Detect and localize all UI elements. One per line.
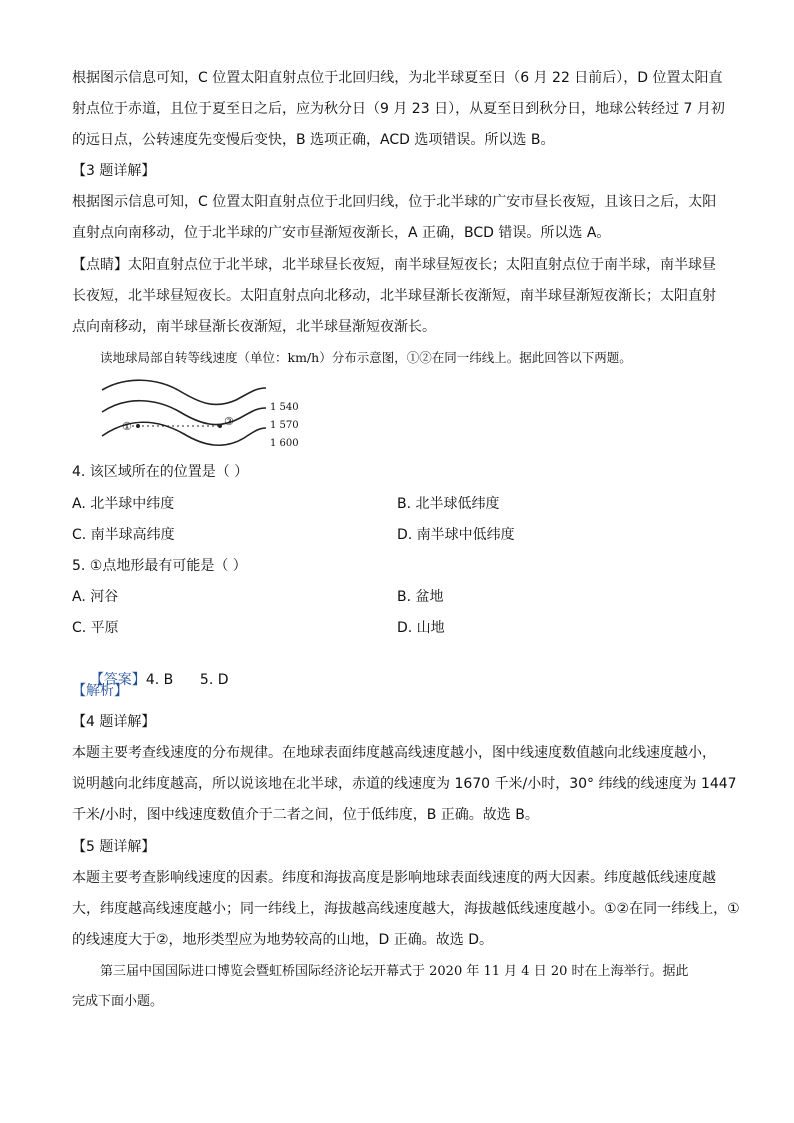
q4-option-b: B. 北半球低纬度: [397, 496, 500, 512]
para5-line-1: 本题主要考查影响线速度的因素。纬度和海拔高度是影响地球表面线速度的两大因素。纬度越低线速度越: [72, 870, 716, 886]
answer-text: 4. B 5. D: [145, 672, 229, 688]
isoline-label-1540: 1 540: [270, 402, 299, 413]
q4-option-a: A. 北半球中纬度: [72, 496, 175, 512]
velocity-isoline-diagram: [96, 378, 316, 458]
para1-line-2: 射点位于赤道，且位于夏至日之后，应为秋分日（9 月 23 日），从夏至日到秋分日，地球公转经过 7 月初: [72, 101, 725, 117]
question-intro-1: 读地球局部自转等线速度（单位：km/h）分布示意图，①②在同一纬线上。据此回答以下两题。: [100, 350, 632, 365]
answer-line: [72, 650, 229, 710]
q5-option-d: D. 山地: [397, 620, 445, 636]
para1-line-1: 根据图示信息可知，C 位置太阳直射点位于北回归线，为北半球夏至日（6 月 22 日前后），D 位置太阳直: [72, 70, 723, 86]
point-2-dot: [218, 424, 222, 428]
point-line-1: [72, 255, 716, 275]
para2-line-2: 直射点向南移动，位于北半球的广安市昼渐短夜渐长，A 正确，BCD 错误。所以选 A。: [72, 225, 611, 241]
q5-option-a: A. 河谷: [72, 589, 119, 605]
q3-header: 【3 题详解】: [72, 163, 156, 179]
point-1-dot: [136, 424, 140, 428]
para2-line-1: 根据图示信息可知，C 位置太阳直射点位于北回归线，位于北半球的广安市昼长夜短，且该日之后，太阳: [72, 194, 717, 210]
isoline-label-1600: 1 600: [270, 438, 299, 449]
isoline-label-1570: 1 570: [270, 420, 299, 431]
q5-option-b: B. 盆地: [397, 589, 444, 605]
point-2-label: ②: [224, 415, 234, 428]
q5-header: 【5 题详解】: [72, 839, 156, 855]
para5-line-3: 的线速度大于②，地形类型应为地势较高的山地，D 正确。故选 D。: [72, 932, 494, 948]
q4-option-d: D. 南半球中低纬度: [397, 527, 515, 543]
para5-line-2: 大，纬度越高线速度越小；同一纬线上，海拔越高线速度越大，海拔越低线速度越小。①②在同一纬线上，①: [72, 901, 740, 917]
q5-option-c: C. 平原: [72, 620, 119, 636]
point-text-1: 太阳直射点位于北半球，北半球昼长夜短，南半球昼短夜长；太阳直射点位于南半球，南半球昼: [128, 257, 716, 273]
q4-stem: 4. 该区域所在的位置是（ ）: [72, 464, 249, 480]
q5-stem: 5. ①点地形最有可能是（ ）: [72, 558, 247, 574]
answer-label: 【答案】: [89, 672, 146, 688]
para4-line-3: 千米/小时，图中线速度数值介于二者之间，位于低纬度，B 正确。故选 B。: [72, 807, 539, 823]
para1-line-3: 的远日点，公转速度先变慢后变快，B 选项正确，ACD 选项错误。所以选 B。: [72, 132, 555, 148]
point-1-label: ①: [122, 420, 132, 433]
q4-header: 【4 题详解】: [72, 714, 156, 730]
q4-option-c: C. 南半球高纬度: [72, 527, 175, 543]
isoline-1540: [102, 380, 266, 404]
point-line-2: 长夜短，北半球昼短夜长。太阳直射点向北移动，北半球昼渐长夜渐短，南半球昼渐短夜渐长；太阳直射: [72, 288, 716, 304]
question-intro-2-line-1: 第三届中国国际进口博览会暨虹桥国际经济论坛开幕式于 2020 年 11 月 4 日 20 时在上海举行。据此: [100, 964, 689, 979]
para4-line-1: 本题主要考查线速度的分布规律。在地球表面纬度越高线速度越小，图中线速度数值越向北线速度越小，: [72, 745, 716, 761]
point-label: 【点睛】: [72, 257, 128, 273]
point-line-3: 点向南移动，南半球昼渐长夜渐短，北半球昼渐短夜渐长。: [72, 319, 436, 335]
analysis-label: 【解析】: [72, 683, 128, 699]
question-intro-2-line-2: 完成下面小题。: [72, 994, 164, 1009]
para4-line-2: 说明越向北纬度越高，所以说该地在北半球，赤道的线速度为 1670 千米/小时，30° 纬线的线速度为 1447: [72, 776, 737, 792]
